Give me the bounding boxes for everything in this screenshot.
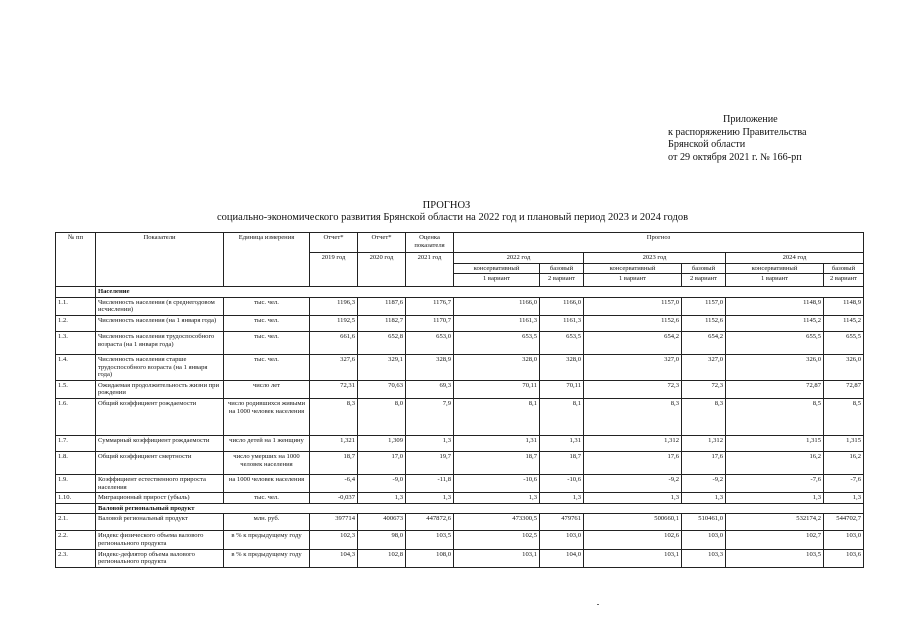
row-value: 17,0: [358, 451, 406, 474]
row-value: 8,1: [454, 398, 540, 435]
row-value: 532174,2: [726, 514, 824, 531]
row-unit: в % к предыдущему году: [224, 549, 310, 567]
header-variant-num: 2 вариант: [824, 274, 864, 287]
row-value: -7,6: [824, 474, 864, 492]
row-value: 102,7: [726, 531, 824, 549]
table-row: [56, 331, 864, 354]
row-value: 1182,7: [358, 315, 406, 331]
header-variant-type: консервативный: [454, 263, 540, 274]
row-value: 1148,9: [824, 297, 864, 315]
row-number: 1.10.: [56, 493, 96, 504]
row-value: 1192,5: [310, 315, 358, 331]
table-body: [56, 287, 864, 568]
row-value: 1,312: [682, 435, 726, 451]
row-number: 2.1.: [56, 514, 96, 531]
row-value: 72,87: [726, 380, 824, 398]
header-year-2021: 2021 год: [406, 253, 454, 287]
row-value: 1,31: [540, 435, 584, 451]
row-number: 1.6.: [56, 398, 96, 435]
row-value: 103,0: [824, 531, 864, 549]
row-value: 7,9: [406, 398, 454, 435]
row-value: 653,5: [454, 331, 540, 354]
header-year-2019: 2019 год: [310, 253, 358, 287]
header-year-2023: 2023 год: [584, 253, 726, 264]
row-value: 8,0: [358, 398, 406, 435]
row-value: 103,1: [454, 549, 540, 567]
row-value: -6,4: [310, 474, 358, 492]
table-row: [56, 474, 864, 492]
row-value: 103,6: [824, 549, 864, 567]
row-indicator: Численность населения старше трудоспособного возраста (на 1 января года): [96, 354, 224, 380]
row-value: 326,0: [726, 354, 824, 380]
table-row: [56, 398, 864, 435]
row-value: 1176,7: [406, 297, 454, 315]
row-value: 17,6: [682, 451, 726, 474]
row-value: 108,0: [406, 549, 454, 567]
appendix-line: Брянской области: [668, 139, 746, 151]
row-value: 326,0: [824, 354, 864, 380]
row-value: 500660,1: [584, 514, 682, 531]
table-row: [56, 451, 864, 474]
row-value: 18,7: [540, 451, 584, 474]
row-value: 1,3: [540, 493, 584, 504]
header-variant-num: 2 вариант: [540, 274, 584, 287]
row-unit: тыс. чел.: [224, 331, 310, 354]
header-indicator: Показатели: [96, 233, 224, 287]
section-row: [56, 287, 864, 298]
row-indicator: Численность населения (на 1 января года): [96, 315, 224, 331]
row-value: 1145,2: [726, 315, 824, 331]
row-value: 72,87: [824, 380, 864, 398]
row-value: 8,1: [540, 398, 584, 435]
table-row: [56, 315, 864, 331]
appendix-line: к распоряжению Правительства: [668, 126, 807, 138]
row-value: 1161,3: [540, 315, 584, 331]
row-value: 72,3: [682, 380, 726, 398]
row-value: 1196,3: [310, 297, 358, 315]
row-value: 655,5: [824, 331, 864, 354]
row-value: -9,0: [358, 474, 406, 492]
row-value: 652,8: [358, 331, 406, 354]
row-indicator: Численность населения трудоспособного возраста (на 1 января года): [96, 331, 224, 354]
row-indicator: Общий коэффициент смертности: [96, 451, 224, 474]
header-unit: Единица измерения: [224, 233, 310, 287]
row-value: -7,6: [726, 474, 824, 492]
section-num-cell: [56, 287, 96, 298]
row-value: 1,3: [824, 493, 864, 504]
row-value: 8,3: [584, 398, 682, 435]
row-unit: тыс. чел.: [224, 297, 310, 315]
row-value: 102,8: [358, 549, 406, 567]
header-report-2019: Отчет*: [310, 233, 358, 253]
table-row: [56, 531, 864, 549]
header-year-2024: 2024 год: [726, 253, 864, 264]
row-value: 8,5: [824, 398, 864, 435]
row-number: 1.8.: [56, 451, 96, 474]
row-value: 1157,0: [584, 297, 682, 315]
row-value: 8,3: [682, 398, 726, 435]
row-value: 69,3: [406, 380, 454, 398]
table-row: [56, 514, 864, 531]
row-value: 1166,0: [454, 297, 540, 315]
row-unit: число родившихся живыми на 1000 человек населения: [224, 398, 310, 435]
row-indicator: Суммарный коэффициент рождаемости: [96, 435, 224, 451]
row-value: -10,6: [454, 474, 540, 492]
row-number: 1.5.: [56, 380, 96, 398]
header-variant-type: базовый: [682, 263, 726, 274]
row-value: 661,6: [310, 331, 358, 354]
row-indicator: Ожидаемая продолжительность жизни при рождении: [96, 380, 224, 398]
row-number: 2.2.: [56, 531, 96, 549]
forecast-table: [55, 232, 864, 568]
row-value: 327,0: [584, 354, 682, 380]
row-value: -9,2: [584, 474, 682, 492]
row-value: 653,5: [540, 331, 584, 354]
row-value: 328,0: [454, 354, 540, 380]
row-indicator: Миграционный прирост (убыль): [96, 493, 224, 504]
header-variant-num: 1 вариант: [584, 274, 682, 287]
header-variant-num: 1 вариант: [726, 274, 824, 287]
row-value: 17,6: [584, 451, 682, 474]
row-value: 102,3: [310, 531, 358, 549]
row-value: 103,1: [584, 549, 682, 567]
header-report-2020: Отчет*: [358, 233, 406, 253]
row-value: 1166,0: [540, 297, 584, 315]
header-variant-type: консервативный: [584, 263, 682, 274]
row-value: 102,5: [454, 531, 540, 549]
row-value: 8,5: [726, 398, 824, 435]
row-indicator: Индекс-дефлятор объема валового регионального продукта: [96, 549, 224, 567]
row-value: 16,2: [726, 451, 824, 474]
row-value: 1,3: [682, 493, 726, 504]
row-value: 400673: [358, 514, 406, 531]
row-number: 1.3.: [56, 331, 96, 354]
row-value: 1161,3: [454, 315, 540, 331]
table-row: [56, 493, 864, 504]
row-value: 1,315: [726, 435, 824, 451]
row-value: 103,0: [682, 531, 726, 549]
row-value: 510461,0: [682, 514, 726, 531]
row-value: 1,3: [726, 493, 824, 504]
row-value: -10,6: [540, 474, 584, 492]
row-value: 72,3: [584, 380, 682, 398]
row-value: 72,31: [310, 380, 358, 398]
table-row: [56, 354, 864, 380]
row-value: 1,3: [406, 493, 454, 504]
row-value: 397714: [310, 514, 358, 531]
row-value: 1170,7: [406, 315, 454, 331]
table-row: [56, 435, 864, 451]
row-value: 1152,6: [584, 315, 682, 331]
row-value: 8,3: [310, 398, 358, 435]
row-value: 70,11: [454, 380, 540, 398]
section-row: [56, 503, 864, 514]
row-value: 328,0: [540, 354, 584, 380]
row-value: -0,037: [310, 493, 358, 504]
row-unit: тыс. чел.: [224, 354, 310, 380]
row-value: 327,6: [310, 354, 358, 380]
header-num: № пп: [56, 233, 96, 287]
row-value: 327,0: [682, 354, 726, 380]
header-year-2020: 2020 год: [358, 253, 406, 287]
appendix-line: от 29 октября 2021 г. № 166-рп: [668, 151, 802, 163]
header-variant-num: 1 вариант: [454, 274, 540, 287]
row-value: 103,5: [726, 549, 824, 567]
header-estimate: Оценка показателя: [406, 233, 454, 253]
appendix-line: Приложение: [723, 114, 778, 125]
row-value: 16,2: [824, 451, 864, 474]
row-number: 2.3.: [56, 549, 96, 567]
row-value: 654,2: [584, 331, 682, 354]
row-value: -9,2: [682, 474, 726, 492]
row-value: 104,3: [310, 549, 358, 567]
row-indicator: Численность населения (в среднегодовом исчислении): [96, 297, 224, 315]
row-value: 654,2: [682, 331, 726, 354]
page-mark: [597, 604, 599, 605]
row-value: 103,5: [406, 531, 454, 549]
row-value: 1187,6: [358, 297, 406, 315]
row-value: 544702,7: [824, 514, 864, 531]
row-value: 70,11: [540, 380, 584, 398]
section-num-cell: [56, 503, 96, 514]
row-number: 1.2.: [56, 315, 96, 331]
header-forecast: Прогноз: [454, 233, 864, 253]
row-value: 653,0: [406, 331, 454, 354]
row-value: 328,9: [406, 354, 454, 380]
row-value: 1152,6: [682, 315, 726, 331]
row-value: 1,3: [406, 435, 454, 451]
row-value: 1,309: [358, 435, 406, 451]
row-indicator: Общий коэффициент рождаемости: [96, 398, 224, 435]
row-number: 1.4.: [56, 354, 96, 380]
row-value: 1148,9: [726, 297, 824, 315]
document-title: ПРОГНОЗ: [422, 200, 471, 211]
header-year-2022: 2022 год: [454, 253, 584, 264]
header-variant-type: консервативный: [726, 263, 824, 274]
row-unit: число умерших на 1000 человек населения: [224, 451, 310, 474]
row-value: 18,7: [454, 451, 540, 474]
row-value: 479761: [540, 514, 584, 531]
header-variant-type: базовый: [540, 263, 584, 274]
row-value: 1,315: [824, 435, 864, 451]
row-value: 1145,2: [824, 315, 864, 331]
header-variant-type: базовый: [824, 263, 864, 274]
row-unit: тыс. чел.: [224, 493, 310, 504]
row-value: 104,0: [540, 549, 584, 567]
row-value: 19,7: [406, 451, 454, 474]
row-indicator: Индекс физического объема валового регионального продукта: [96, 531, 224, 549]
row-unit: млн. руб.: [224, 514, 310, 531]
row-unit: тыс. чел.: [224, 315, 310, 331]
row-value: 1157,0: [682, 297, 726, 315]
row-value: 473300,5: [454, 514, 540, 531]
row-unit: на 1000 человек населения: [224, 474, 310, 492]
row-value: 447872,6: [406, 514, 454, 531]
row-value: 102,6: [584, 531, 682, 549]
row-value: 1,31: [454, 435, 540, 451]
row-value: 655,5: [726, 331, 824, 354]
row-value: 1,3: [584, 493, 682, 504]
header-variant-num: 2 вариант: [682, 274, 726, 287]
appendix-block: [668, 114, 807, 164]
row-value: 1,3: [358, 493, 406, 504]
row-number: 1.9.: [56, 474, 96, 492]
row-value: 98,0: [358, 531, 406, 549]
row-value: 103,0: [540, 531, 584, 549]
row-value: 103,3: [682, 549, 726, 567]
row-value: 1,3: [454, 493, 540, 504]
row-value: -11,8: [406, 474, 454, 492]
section-title: Население: [96, 287, 864, 298]
table-row: [56, 549, 864, 567]
row-number: 1.7.: [56, 435, 96, 451]
document-subtitle: социально-экономического развития Брянской области на 2022 год и плановый период 2023 и 2024 годов: [216, 212, 689, 223]
section-title: Валовой региональный продукт: [96, 503, 864, 514]
row-unit: число лет: [224, 380, 310, 398]
row-value: 1,321: [310, 435, 358, 451]
row-unit: число детей на 1 женщину: [224, 435, 310, 451]
row-number: 1.1.: [56, 297, 96, 315]
row-unit: в % к предыдущему году: [224, 531, 310, 549]
row-value: 1,312: [584, 435, 682, 451]
row-value: 70,63: [358, 380, 406, 398]
row-indicator: Коэффициент естественного прироста населения: [96, 474, 224, 492]
row-value: 329,1: [358, 354, 406, 380]
row-indicator: Валовой региональный продукт: [96, 514, 224, 531]
row-value: 18,7: [310, 451, 358, 474]
table-row: [56, 380, 864, 398]
table-row: [56, 297, 864, 315]
